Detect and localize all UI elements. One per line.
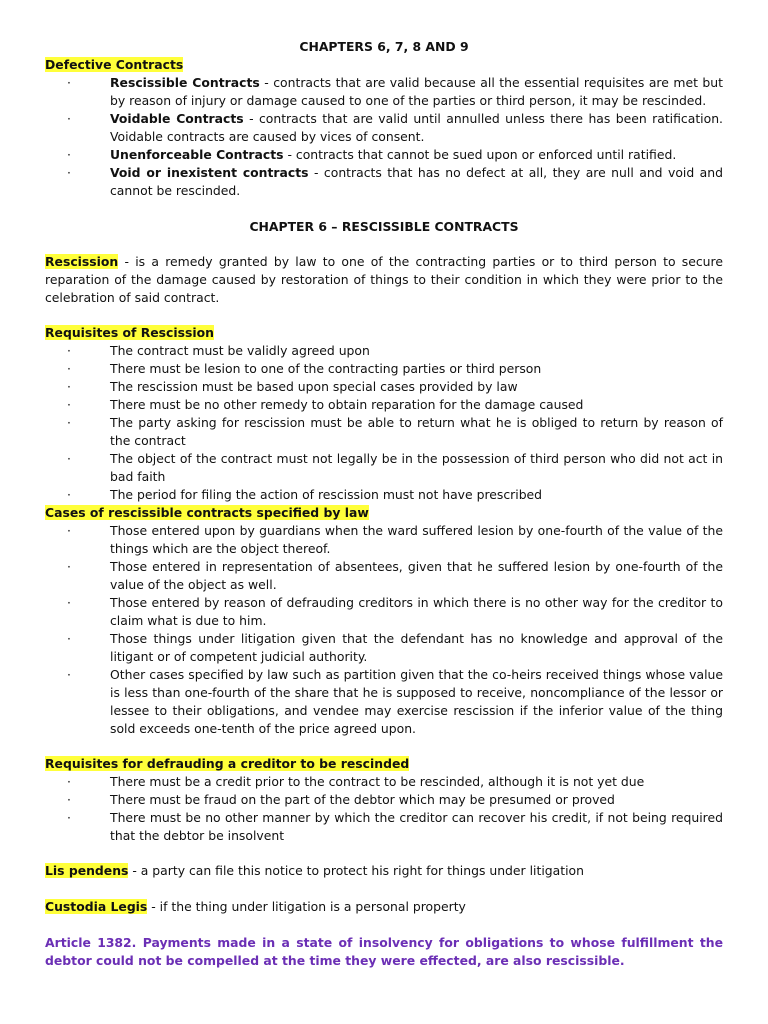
lis-pendens-definition xyxy=(45,862,723,880)
list-item-text: There must be no other remedy to obtain reparation for the damage caused xyxy=(110,397,584,412)
list-item xyxy=(45,666,723,738)
list-item-text: The party asking for rescission must be able to return what he is obliged to return by reason of the contract xyxy=(110,415,723,448)
highlighted-heading: Defective Contracts xyxy=(45,57,184,72)
bullet-icon: · xyxy=(67,774,71,789)
highlighted-heading: Cases of rescissible contracts specified by law xyxy=(45,505,369,520)
bullet-icon: · xyxy=(67,379,71,394)
bullet-icon: · xyxy=(67,361,71,376)
list-item-text: Those entered by reason of defrauding creditors in which there is no other way for the creditor to claim what is due to him. xyxy=(110,595,723,628)
bullet-icon: · xyxy=(67,165,71,180)
custodia-legis-definition xyxy=(45,898,723,916)
bullet-icon: · xyxy=(67,343,71,358)
bullet-icon: · xyxy=(67,559,71,574)
highlighted-heading: Requisites for defrauding a creditor to be rescinded xyxy=(45,756,410,771)
term: Rescissible Contracts xyxy=(110,75,260,90)
bullet-icon: · xyxy=(67,451,71,466)
list-item-text: Other cases specified by law such as partition given that the co-heirs received things whose value is less than one-fourth of the share that he is supposed to receive, noncompliance of the lessor or lessee to their obligations, and vendee may exercise rescission if the inferior value of the thing sold exceeds one-tenth of the price agreed upon. xyxy=(110,667,723,736)
list-item xyxy=(45,486,723,504)
article-1382: Article 1382. Payments made in a state of insolvency for obligations to whose fulfillment the debtor could not be compelled at the time they were effected, are also rescissible. xyxy=(45,935,723,968)
chapter-6-heading: CHAPTER 6 – RESCISSIBLE CONTRACTS xyxy=(249,219,519,234)
definition: - contracts that are valid because all the essential requisites are met but by reason of injury or damage caused to one of the parties or third person, it may be rescinded. xyxy=(110,75,723,108)
list-item xyxy=(45,450,723,486)
rescission-definition xyxy=(45,253,723,307)
list-item-text: There must be a credit prior to the contract to be rescinded, although it is not yet due xyxy=(110,774,645,789)
list-item-text: The period for filing the action of rescission must not have prescribed xyxy=(110,487,543,502)
term: Voidable Contracts xyxy=(110,111,244,126)
list-item-text: Those entered upon by guardians when the ward suffered lesion by one-fourth of the value of the things which are the object thereof. xyxy=(110,523,723,556)
list-item-text: There must be no other manner by which the creditor can recover his credit, if not being required that the debtor be insolvent xyxy=(110,810,723,843)
list-item-text: The rescission must be based upon special cases provided by law xyxy=(110,379,518,394)
highlighted-term: Lis pendens xyxy=(45,863,129,878)
cases-heading xyxy=(45,504,723,522)
bullet-icon: · xyxy=(67,667,71,682)
highlighted-term: Custodia Legis xyxy=(45,899,148,914)
bullet-icon: · xyxy=(67,487,71,502)
list-item-text: The contract must be validly agreed upon xyxy=(110,343,370,358)
bullet-icon: · xyxy=(67,631,71,646)
document-page xyxy=(45,38,723,970)
list-item xyxy=(45,378,723,396)
list-item xyxy=(45,558,723,594)
definition: - is a remedy granted by law to one of the contracting parties or to third person to secure reparation of the damage caused by restoration of things to their condition in which they were prior to the celebration of said contract. xyxy=(45,254,723,305)
definition: - a party can file this notice to protect his right for things under litigation xyxy=(128,863,584,878)
definition: - if the thing under litigation is a personal property xyxy=(147,899,466,914)
list-item xyxy=(45,522,723,558)
list-item xyxy=(45,594,723,630)
cases-list xyxy=(45,522,723,738)
highlighted-heading: Requisites of Rescission xyxy=(45,325,214,340)
list-item xyxy=(45,773,723,791)
defraud-list xyxy=(45,773,723,845)
requisites-heading xyxy=(45,324,723,342)
defective-contracts-heading xyxy=(45,56,723,74)
list-item xyxy=(45,630,723,666)
list-item xyxy=(45,809,723,845)
list-item-text: There must be lesion to one of the contracting parties or third person xyxy=(110,361,542,376)
list-item-text: There must be fraud on the part of the debtor which may be presumed or proved xyxy=(110,792,615,807)
term: Void or inexistent contracts xyxy=(110,165,309,180)
list-item xyxy=(45,342,723,360)
bullet-icon: · xyxy=(67,595,71,610)
list-item xyxy=(45,146,723,164)
document-title: CHAPTERS 6, 7, 8 AND 9 xyxy=(299,39,469,54)
highlighted-term: Rescission xyxy=(45,254,119,269)
defraud-heading xyxy=(45,755,723,773)
list-item xyxy=(45,791,723,809)
list-item-text: The object of the contract must not legally be in the possession of third person who did not act in bad faith xyxy=(110,451,723,484)
term: Unenforceable Contracts xyxy=(110,147,284,162)
defective-contracts-list xyxy=(45,74,723,200)
bullet-icon: · xyxy=(67,75,71,90)
definition: - contracts that are valid until annulled unless there has been ratification. Voidable contracts are caused by vices of consent. xyxy=(110,111,723,144)
bullet-icon: · xyxy=(67,810,71,825)
definition: - contracts that cannot be sued upon or enforced until ratified. xyxy=(283,147,677,162)
bullet-icon: · xyxy=(67,523,71,538)
list-item-text: Those things under litigation given that the defendant has no knowledge and approval of the litigant or of competent judicial authority. xyxy=(110,631,723,664)
list-item xyxy=(45,396,723,414)
definition: - contracts that has no defect at all, they are null and void and cannot be rescinded. xyxy=(110,165,723,198)
bullet-icon: · xyxy=(67,415,71,430)
list-item xyxy=(45,74,723,110)
list-item-text: Those entered in representation of absentees, given that he suffered lesion by one-fourth of the value of the object as well. xyxy=(110,559,723,592)
requisites-list xyxy=(45,342,723,504)
list-item xyxy=(45,360,723,378)
bullet-icon: · xyxy=(67,147,71,162)
list-item xyxy=(45,164,723,200)
bullet-icon: · xyxy=(67,111,71,126)
list-item xyxy=(45,414,723,450)
bullet-icon: · xyxy=(67,792,71,807)
bullet-icon: · xyxy=(67,397,71,412)
list-item xyxy=(45,110,723,146)
